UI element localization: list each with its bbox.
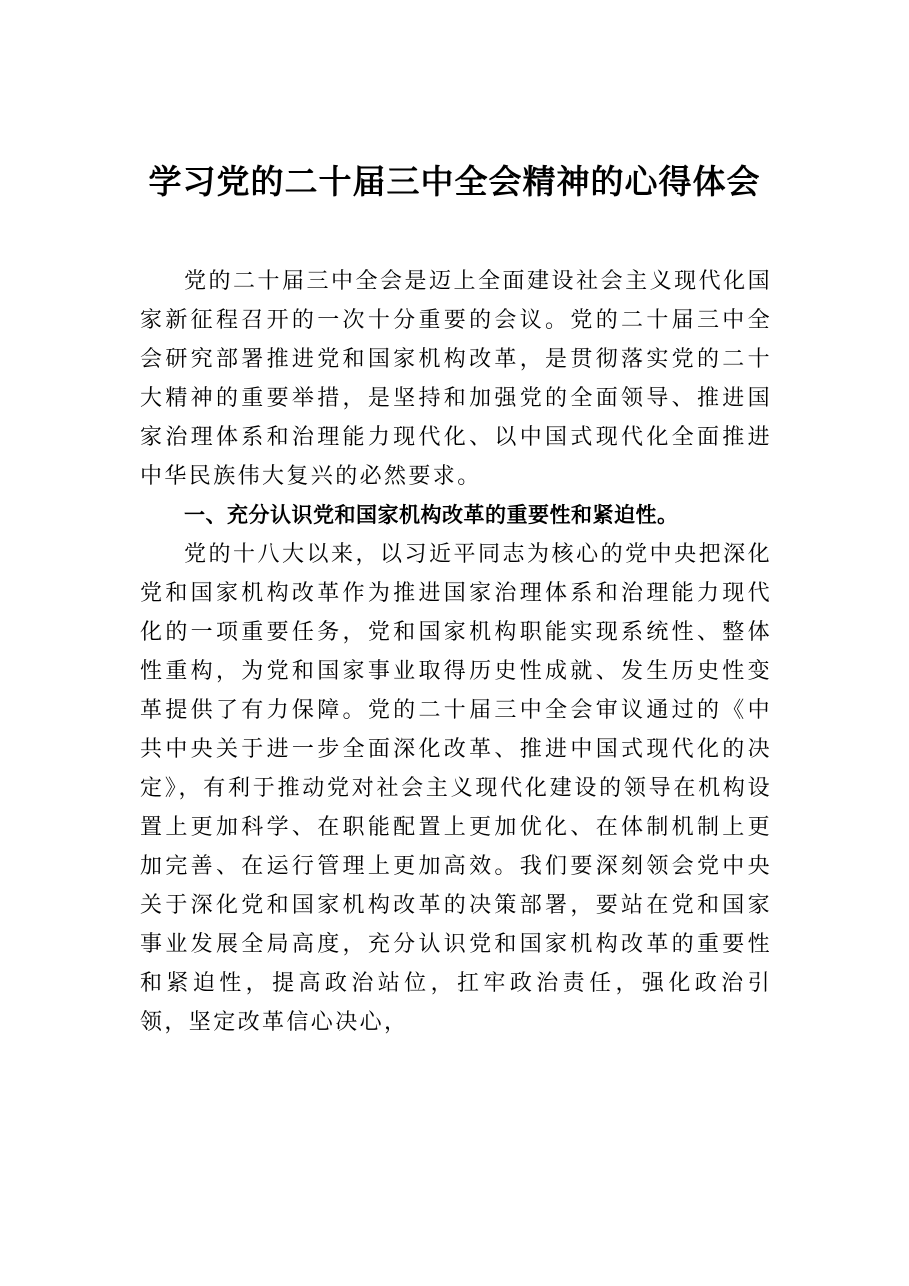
intro-paragraph: 党的二十届三中全会是迈上全面建设社会主义现代化国家新征程召开的一次十分重要的会议。党的二十届三中全会研究部署推进党和国家机构改革，是贯彻落实党的二十大精神的重要举措，是坚持和加强党的全面领导、推进国家治理体系和治理能力现代化、以中国式现代化全面推进中华民族伟大复兴的必然要求。 [140,269,772,489]
section-heading: 一、充分认识党和国家机构改革的重要性和紧迫性。 [184,503,679,527]
document-body [140,262,772,1042]
document-title: 学习党的二十届三中全会精神的心得体会 [148,162,761,201]
body-paragraph: 党的十八大以来，以习近平同志为核心的党中央把深化党和国家机构改革作为推进国家治理体系和治理能力现代化的一项重要任务，党和国家机构职能实现系统性、整体性重构，为党和国家事业取得历史性成就、发生历史性变革提供了有力保障。党的二十届三中全会审议通过的《中共中央关于进一步全面深化改革、推进中国式现代化的决定》，有利于推动党对社会主义现代化建设的领导在机构设置上更加科学、在职能配置上更加优化、在体制机制上更加完善、在运行管理上更加高效。我们要深刻领会党中央关于深化党和国家机构改革的决策部署，要站在党和国家事业发展全局高度，充分认识党和国家机构改革的重要性和紧迫性，提高政治站位，扛牢政治责任，强化政治引领，坚定改革信心决心， [140,542,772,1035]
